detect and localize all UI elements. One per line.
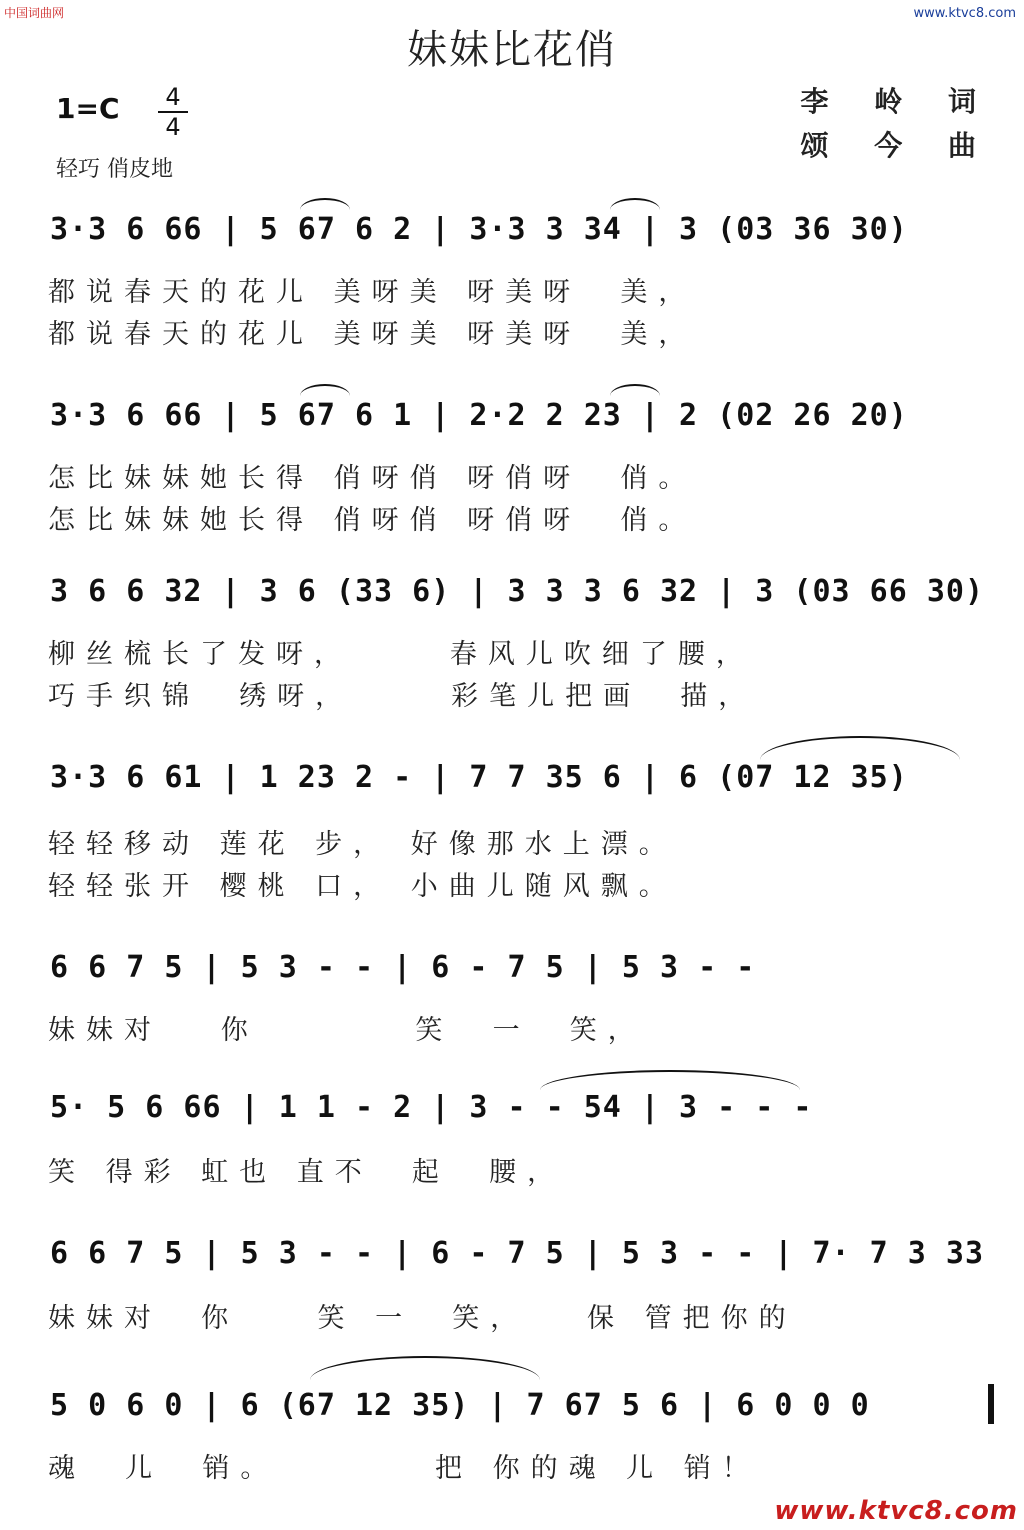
lyric-row-4-verse-2: 轻轻张开 樱桃 口， 小曲儿随风飘。 [48,871,677,902]
slur-mark [300,384,350,396]
lyric-row-7: 妹妹对 你 笑 一 笑， 保 管把你的 [48,1303,797,1334]
lyric-row-5: 妹妹对 你 笑 一 笑， [48,1015,646,1046]
notation-row-5: 6 6 7 5 | 5 3 - - | 6 - 7 5 | 5 3 - - [50,950,756,985]
notation-row-4: 3·3 6 61 | 1 23 2 - | 7 7 35 6 | 6 (07 12 35) [50,760,908,795]
notation-row-1: 3·3 6 66 | 5 67 6 2 | 3·3 3 34 | 3 (03 36 30) [50,212,908,247]
slur-mark [760,736,960,760]
site-name-left: 中国词曲网 [4,6,65,20]
lyric-row-2-verse-1: 怎比妹妹她长得 俏呀俏 呀俏呀 俏。 [48,463,697,494]
lyric-row-1-verse-1: 都说春天的花儿 美呀美 呀美呀 美， [48,277,697,308]
meter-top: 4 [165,83,181,111]
time-signature [158,84,188,140]
lyric-row-1-verse-2: 都说春天的花儿 美呀美 呀美呀 美， [48,319,697,350]
notation-row-7: 6 6 7 5 | 5 3 - - | 6 - 7 5 | 5 3 - - | 7· 7 3 33 [50,1236,985,1271]
key-signature: 1=C [56,92,120,125]
slur-mark [610,384,660,396]
notation-row-3: 3 6 6 32 | 3 6 (33 6) | 3 3 3 6 32 | 3 (03 66 30) [50,574,985,609]
lyric-row-2-verse-2: 怎比妹妹她长得 俏呀俏 呀俏呀 俏。 [48,505,697,536]
footer-watermark: www.ktvc8.com [774,1496,1018,1526]
slur-mark [300,198,350,210]
notation-row-2: 3·3 6 66 | 5 67 6 1 | 2·2 2 23 | 2 (02 26 20) [50,398,908,433]
notation-row-6: 5· 5 6 66 | 1 1 - 2 | 3 - - 54 | 3 - - - [50,1090,813,1125]
tempo-marking: 轻巧 俏皮地 [56,157,173,182]
final-barline [988,1384,994,1424]
lyricist-credit: 李 岭 词 [800,85,994,118]
slur-mark [540,1070,800,1090]
lyric-row-8: 魂 儿 销。 把 你的魂 儿 销！ [48,1453,760,1484]
site-url-right: www.ktvc8.com [913,6,1016,21]
composer-credit: 颂 今 曲 [800,129,994,162]
lyric-row-3-verse-1: 柳丝梳长了发呀， 春风儿吹细了腰， [48,639,754,670]
lyric-row-3-verse-2: 巧手织锦 绣呀， 彩笔儿把画 描， [48,681,757,712]
song-title: 妹妹比花俏 [407,27,617,73]
notation-row-8: 5 0 6 0 | 6 (67 12 35) | 7 67 5 6 | 6 0 0 0 [50,1388,870,1423]
meter-bottom: 4 [165,113,181,141]
slur-mark [610,198,660,210]
lyric-row-6: 笑 得彩 虹也 直不 起 腰， [48,1157,566,1188]
slur-mark [310,1356,540,1380]
lyric-row-4-verse-1: 轻轻移动 莲花 步， 好像那水上漂。 [48,829,677,860]
